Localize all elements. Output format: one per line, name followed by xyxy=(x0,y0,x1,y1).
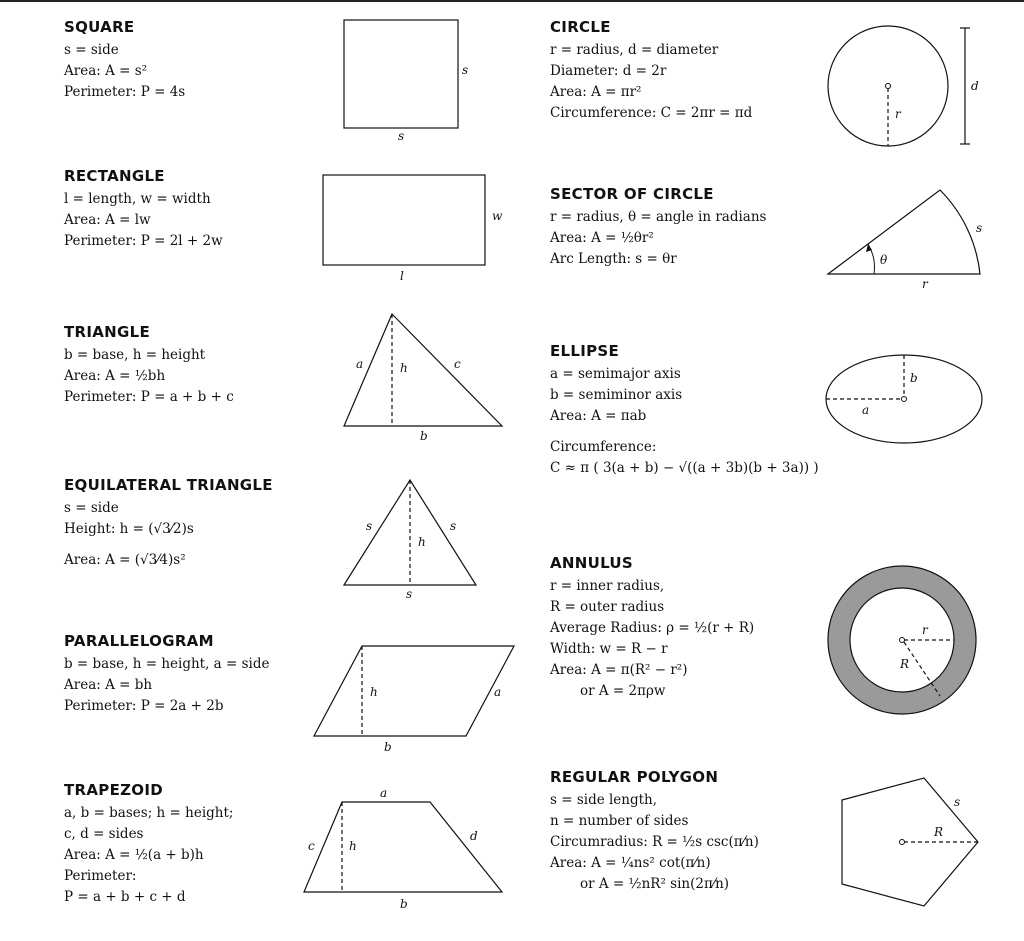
annulus-line-6: or A = 2πρw xyxy=(580,683,666,699)
polygon-label-R: R xyxy=(934,825,944,839)
equilateral-section xyxy=(64,476,273,571)
square-line-3: Perimeter: P = 4s xyxy=(64,84,186,100)
annulus-line-4: Width: w = R − r xyxy=(550,641,668,657)
trapezoid-line-3: Area: A = ½(a + b)h xyxy=(64,847,204,863)
equilateral-line-3: Area: A = (√3⁄4)s² xyxy=(64,552,186,568)
sector-line-2: Area: A = ½θr² xyxy=(550,230,654,246)
trapezoid-label-b: b xyxy=(400,897,408,911)
sector-figure xyxy=(820,182,1000,297)
trapezoid-label-c: c xyxy=(308,839,315,853)
rectangle-line-1: l = length, w = width xyxy=(64,191,211,207)
square-figure xyxy=(330,10,480,143)
sector-line-3: Arc Length: s = θr xyxy=(550,251,677,267)
parallelogram-figure xyxy=(306,636,522,761)
equilateral-title: EQUILATERAL TRIANGLE xyxy=(64,476,273,494)
equilateral-label-h: h xyxy=(418,535,426,549)
ellipse-title: ELLIPSE xyxy=(550,342,620,360)
annulus-line-2: R = outer radius xyxy=(550,599,665,615)
trapezoid-line-1: a, b = bases; h = height; xyxy=(64,805,234,821)
equilateral-line-2: Height: h = (√3⁄2)s xyxy=(64,521,194,537)
square-line-1: s = side xyxy=(64,42,119,58)
circle-label-d: d xyxy=(971,79,979,93)
parallelogram-line-2: Area: A = bh xyxy=(64,677,153,693)
annulus-center xyxy=(900,638,905,643)
equilateral-figure xyxy=(336,470,486,605)
square-label-bottom: s xyxy=(398,129,405,143)
rectangle-section xyxy=(64,167,223,252)
ellipse-label-b: b xyxy=(910,371,918,385)
annulus-line-5: Area: A = π(R² − r²) xyxy=(550,662,688,678)
trapezoid-label-d: d xyxy=(470,829,478,843)
ellipse-center xyxy=(902,397,907,402)
annulus-title: ANNULUS xyxy=(550,554,634,572)
sector-label-r: r xyxy=(922,277,928,291)
triangle-section xyxy=(64,323,234,408)
equilateral-label-left: s xyxy=(366,519,373,533)
triangle-label-c: c xyxy=(454,357,461,371)
ellipse-circumference-label: Circumference: xyxy=(550,439,657,455)
top-rule xyxy=(0,0,1024,2)
annulus-label-R: R xyxy=(900,657,910,671)
circle-figure xyxy=(820,20,990,150)
trapezoid-line-4: Perimeter: xyxy=(64,868,137,884)
trapezoid-label-a: a xyxy=(380,786,388,800)
sector-line-1: r = radius, θ = angle in radians xyxy=(550,209,767,225)
circle-section xyxy=(550,18,752,124)
ellipse-section xyxy=(550,342,819,479)
equilateral-label-bottom: s xyxy=(406,587,413,601)
parallelogram-line-3: Perimeter: P = 2a + 2b xyxy=(64,698,224,714)
sector-label-s: s xyxy=(976,221,983,235)
parallelogram-line-1: b = base, h = height, a = side xyxy=(64,656,270,672)
parallelogram-section xyxy=(64,632,269,717)
triangle-label-a: a xyxy=(356,357,364,371)
circle-title: CIRCLE xyxy=(550,18,611,36)
parallelogram-label-h: h xyxy=(370,685,378,699)
triangle-label-h: h xyxy=(400,361,408,375)
triangle-line-1: b = base, h = height xyxy=(64,347,206,363)
trapezoid-figure xyxy=(296,784,510,914)
polygon-title: REGULAR POLYGON xyxy=(550,768,719,786)
polygon-line-4: Area: A = ¼ns² cot(π⁄n) xyxy=(550,855,711,871)
annulus-line-1: r = inner radius, xyxy=(550,578,665,594)
ellipse-line-1: a = semimajor axis xyxy=(550,366,681,382)
rectangle-line-2: Area: A = lw xyxy=(64,212,151,228)
trapezoid-section xyxy=(64,781,233,908)
triangle-figure xyxy=(336,306,516,446)
ellipse-line-3: Area: A = πab xyxy=(550,408,647,424)
equilateral-line-1: s = side xyxy=(64,500,119,516)
trapezoid-line-2: c, d = sides xyxy=(64,826,144,842)
square-section xyxy=(64,18,185,103)
square-label-right: s xyxy=(462,63,469,77)
ellipse-line-2: b = semiminor axis xyxy=(550,387,683,403)
sector-label-theta: θ xyxy=(880,253,888,267)
polygon-label-s: s xyxy=(954,795,961,809)
ellipse-figure xyxy=(820,346,1010,456)
sector-shape xyxy=(828,190,983,274)
polygon-figure xyxy=(836,770,986,915)
circle-line-4: Circumference: C = 2πr = πd xyxy=(550,105,753,121)
circle-shape xyxy=(828,26,948,146)
rectangle-label-length: l xyxy=(400,269,404,283)
trapezoid-label-h: h xyxy=(349,839,357,853)
trapezoid-shape xyxy=(304,802,502,892)
parallelogram-label-a: a xyxy=(494,685,502,699)
parallelogram-title: PARALLELOGRAM xyxy=(64,632,214,650)
rectangle-title: RECTANGLE xyxy=(64,167,165,185)
polygon-center xyxy=(900,840,905,845)
polygon-line-1: s = side length, xyxy=(550,792,658,808)
parallelogram-label-b: b xyxy=(384,740,392,754)
rectangle-label-width: w xyxy=(492,209,503,223)
parallelogram-shape xyxy=(314,646,514,736)
circle-line-1: r = radius, d = diameter xyxy=(550,42,719,58)
sector-section xyxy=(550,185,766,270)
circle-line-2: Diameter: d = 2r xyxy=(550,63,667,79)
trapezoid-title: TRAPEZOID xyxy=(64,781,163,799)
trapezoid-line-5: P = a + b + c + d xyxy=(64,889,186,905)
polygon-line-2: n = number of sides xyxy=(550,813,689,829)
triangle-title: TRIANGLE xyxy=(64,323,151,341)
triangle-line-2: Area: A = ½bh xyxy=(64,368,166,384)
polygon-line-3: Circumradius: R = ½s csc(π⁄n) xyxy=(550,834,759,850)
circle-label-r: r xyxy=(895,107,901,121)
triangle-line-3: Perimeter: P = a + b + c xyxy=(64,389,234,405)
triangle-label-b: b xyxy=(420,429,428,443)
square-shape xyxy=(344,20,458,128)
rectangle-line-3: Perimeter: P = 2l + 2w xyxy=(64,233,223,249)
ellipse-circumference-formula: C ≈ π ( 3(a + b) − √((a + 3b)(b + 3a)) ) xyxy=(550,460,819,476)
square-line-2: Area: A = s² xyxy=(64,63,148,79)
triangle-shape xyxy=(344,314,502,426)
polygon-section xyxy=(550,768,759,895)
annulus-line-3: Average Radius: ρ = ½(r + R) xyxy=(550,620,755,636)
equilateral-label-right: s xyxy=(450,519,457,533)
rectangle-shape xyxy=(323,175,485,265)
square-title: SQUARE xyxy=(64,18,135,36)
rectangle-figure xyxy=(310,166,510,286)
annulus-figure xyxy=(822,560,992,715)
sector-title: SECTOR OF CIRCLE xyxy=(550,185,714,203)
polygon-line-5: or A = ½nR² sin(2π⁄n) xyxy=(580,876,730,892)
annulus-section xyxy=(550,554,754,702)
circle-line-3: Area: A = πr² xyxy=(550,84,642,100)
ellipse-label-a: a xyxy=(862,403,870,417)
circle-center xyxy=(886,84,891,89)
annulus-label-r: r xyxy=(922,623,928,637)
